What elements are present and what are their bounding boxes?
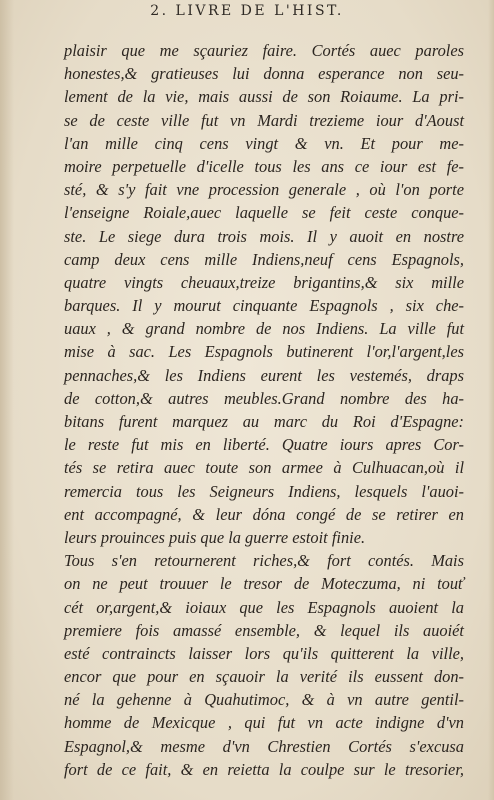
- text-line: homme de Mexicque , qui fut vn acte indigne d'vn: [64, 713, 464, 733]
- text-line: pennaches,& les Indiens eurent les vestemés, draps: [64, 365, 464, 385]
- running-head: 2. LIVRE DE L'HIST.: [150, 3, 344, 19]
- text-line: plaisir que me sçauriez faire. Cortés auec paroles: [64, 41, 464, 60]
- text-line: le reste fut mis en liberté. Quatre iours apres Cor-: [64, 435, 464, 455]
- text-line: bitans furent marquez au marc du Roi d'Espagne:: [64, 412, 464, 431]
- text-line: moire perpetuelle d'icelle tous les ans ce iour est fe-: [64, 156, 464, 176]
- text-line: ste. Le siege dura trois mois. Il y auoit en nostre: [64, 226, 464, 246]
- text-line: barques. Il y mourut cinquante Espagnols , six che-: [64, 296, 464, 316]
- text-line: né la gehenne à Quahutimoc, & à vn autre gentil-: [64, 690, 464, 710]
- text-line: on ne peut trouuer le tresor de Moteczuma, ni touť: [64, 574, 464, 594]
- text-line: encor que pour en sçauoir la verité ils eussent don-: [64, 667, 464, 687]
- text-line: de cotton,& autres meubles.Grand nombre des ha-: [64, 388, 464, 408]
- page-edge-shadow: [488, 0, 494, 800]
- text-line: Espagnol,& mesme d'vn Chrestien Cortés s'excusa: [64, 736, 464, 756]
- text-line: esté contraincts laisser lors qu'ils quitterent la ville,: [64, 643, 464, 663]
- text-line: l'an mille cinq cens vingt & vn. Et pour me-: [64, 133, 464, 153]
- text-line: leurs prouinces puis que la guerre estoit finie.: [64, 527, 366, 547]
- text-line: ent accompagné, & leur dóna congé de se retirer en: [64, 504, 464, 524]
- text-line: l'enseigne Roiale,auec laquelle se feit ceste conque-: [64, 203, 464, 223]
- text-line: quatre vingts cheuaux,treize brigantins,& six mille: [64, 272, 464, 292]
- text-line: remercia tous les Seigneurs Indiens, lesquels l'auoi-: [64, 481, 464, 501]
- text-line: premiere fois amassé ensemble, & lequel ils auoiét: [64, 620, 464, 640]
- text-line: tés se retira auec toute son armee à Culhuacan,où il: [64, 458, 464, 478]
- text-line: uaux , & grand nombre de nos Indiens. La ville fut: [64, 319, 464, 339]
- text-line: Tous s'en retournerent riches,& fort contés. Mais: [64, 551, 464, 571]
- body-text: [64, 39, 464, 781]
- text-line: cét or,argent,& ioiaux que les Espagnols auoient la: [64, 597, 464, 617]
- text-line: fort de ce fait, & en reietta la coulpe sur le tresorier,: [64, 759, 464, 779]
- text-line: se de ceste ville fut vn Mardi trezieme iour d'Aoust: [64, 110, 464, 130]
- text-line: mise à sac. Les Espagnols butinerent l'or,l'argent,les: [64, 342, 464, 362]
- text-line: camp deux cens mille Indiens,neuf cens Espagnols,: [64, 249, 464, 269]
- text-line: honestes,& gratieuses lui donna esperance non seu-: [64, 64, 464, 84]
- text-line: sté, & s'y fait vne procession generale , où l'on porte: [64, 180, 464, 200]
- text-line: lement de la vie, mais aussi de son Roiaume. La pri-: [64, 87, 464, 107]
- page-binding-shadow: [0, 0, 14, 800]
